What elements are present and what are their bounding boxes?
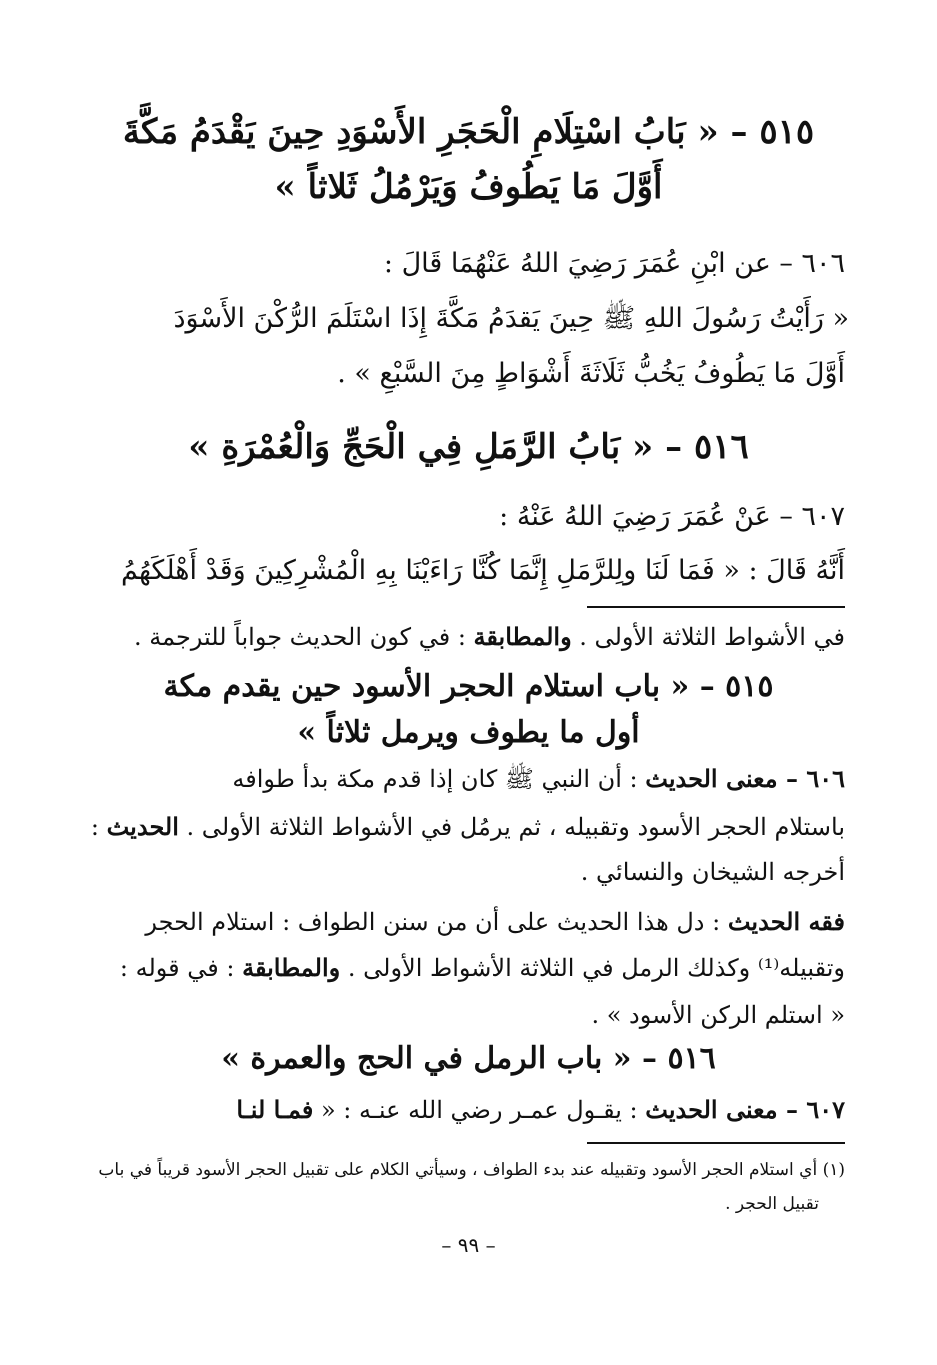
hadith-607-line1: ٦٠٧ – عَنْ عُمَرَ رَضِيَ اللهُ عَنْهُ : xyxy=(499,501,845,532)
commentary-606-line2: باستلام الحجر الأسود وتقبيله ، ثم يرمُل في الأشواط الثلاثة الأولى . الحديث : xyxy=(90,812,845,841)
chapter-515-title-line2: أَوَّلَ مَا يَطُوفُ وَيَرْمُلُ ثَلاثاً » xyxy=(274,167,663,207)
page-number: – ٩٩ – xyxy=(441,1233,496,1257)
footnote-line1: (١) أي استلام الحجر الأسود وتقبيله عند بدء الطواف ، وسيأتي الكلام على تقبيل الحجر الأسود قريباً في باب xyxy=(98,1160,845,1180)
hadith-607-line2: أَنَّهُ قَالَ : « فَمَا لَنَا ولِلرَّمَلِ إِنَّمَا كُنَّا رَاءَيْنَا بِهِ الْمُشْرِكِينَ وَقَدْ أَهْلَكَهُمُ xyxy=(121,555,845,586)
hadith-606-line3: أَوَّلَ مَا يَطُوفُ يَخُبُّ ثَلَاثَةَ أَشْوَاطٍ مِنَ السَّبْعِ » . xyxy=(337,358,845,389)
commentary-606-line3: أخرجه الشيخان والنسائي . xyxy=(580,858,845,886)
footnote-divider xyxy=(587,1142,845,1144)
commentary-chapter-516-title: ٥١٦ – « باب الرمل في الحج والعمرة » xyxy=(221,1041,716,1076)
commentary-chapter-515-title-line2: أول ما يطوف ويرمل ثلاثاً » xyxy=(297,715,640,750)
hadith-606-line2: « رَأَيْتُ رَسُولَ اللهِ ﷺ حِينَ يَقدَمُ مَكَّةَ إِذَا اسْتَلَمَ الرُّكْنَ الأَسْوَدَ xyxy=(173,303,849,334)
fiqh-line1: فقه الحديث : دل هذا الحديث على أن من سنن الطواف : استلام الحجر xyxy=(145,907,845,936)
chapter-516-title: ٥١٦ – « بَابُ الرَّمَلِ فِي الْحَجِّ وَالْعُمْرَةِ » xyxy=(188,427,749,467)
commentary-carryover-line: في الأشواط الثلاثة الأولى . والمطابقة : في كون الحديث جواباً للترجمة . xyxy=(133,622,845,651)
commentary-606-line1: ٦٠٦ – معنى الحديث : أن النبي ﷺ كان إذا قدم مكة بدأ طوافه xyxy=(232,764,845,793)
hadith-606-line1: ٦٠٦ – عن ابْنِ عُمَرَ رَضِيَ اللهُ عَنْهُمَا قَالَ : xyxy=(383,248,845,279)
chapter-515-title-line1: ٥١٥ – « بَابُ اسْتِلَامِ الْحَجَرِ الأَسْوَدِ حِينَ يَقْدَمُ مَكَّةَ xyxy=(122,112,815,152)
section-divider xyxy=(587,606,845,608)
footnote-line2: تقبيل الحجر . xyxy=(725,1194,819,1214)
commentary-607-line: ٦٠٧ – معنى الحديث : يقـول عمـر رضي الله عنـه : « فمـا لنـا xyxy=(236,1095,845,1124)
fiqh-line2: وتقبيله⁽¹⁾ وكذلك الرمل في الثلاثة الأشواط الأولى . والمطابقة : في قوله : xyxy=(119,953,845,982)
fiqh-line3: « استلم الركن الأسود » . xyxy=(591,1001,845,1029)
commentary-chapter-515-title-line1: ٥١٥ – « باب استلام الحجر الأسود حين يقدم مكة xyxy=(163,669,774,704)
